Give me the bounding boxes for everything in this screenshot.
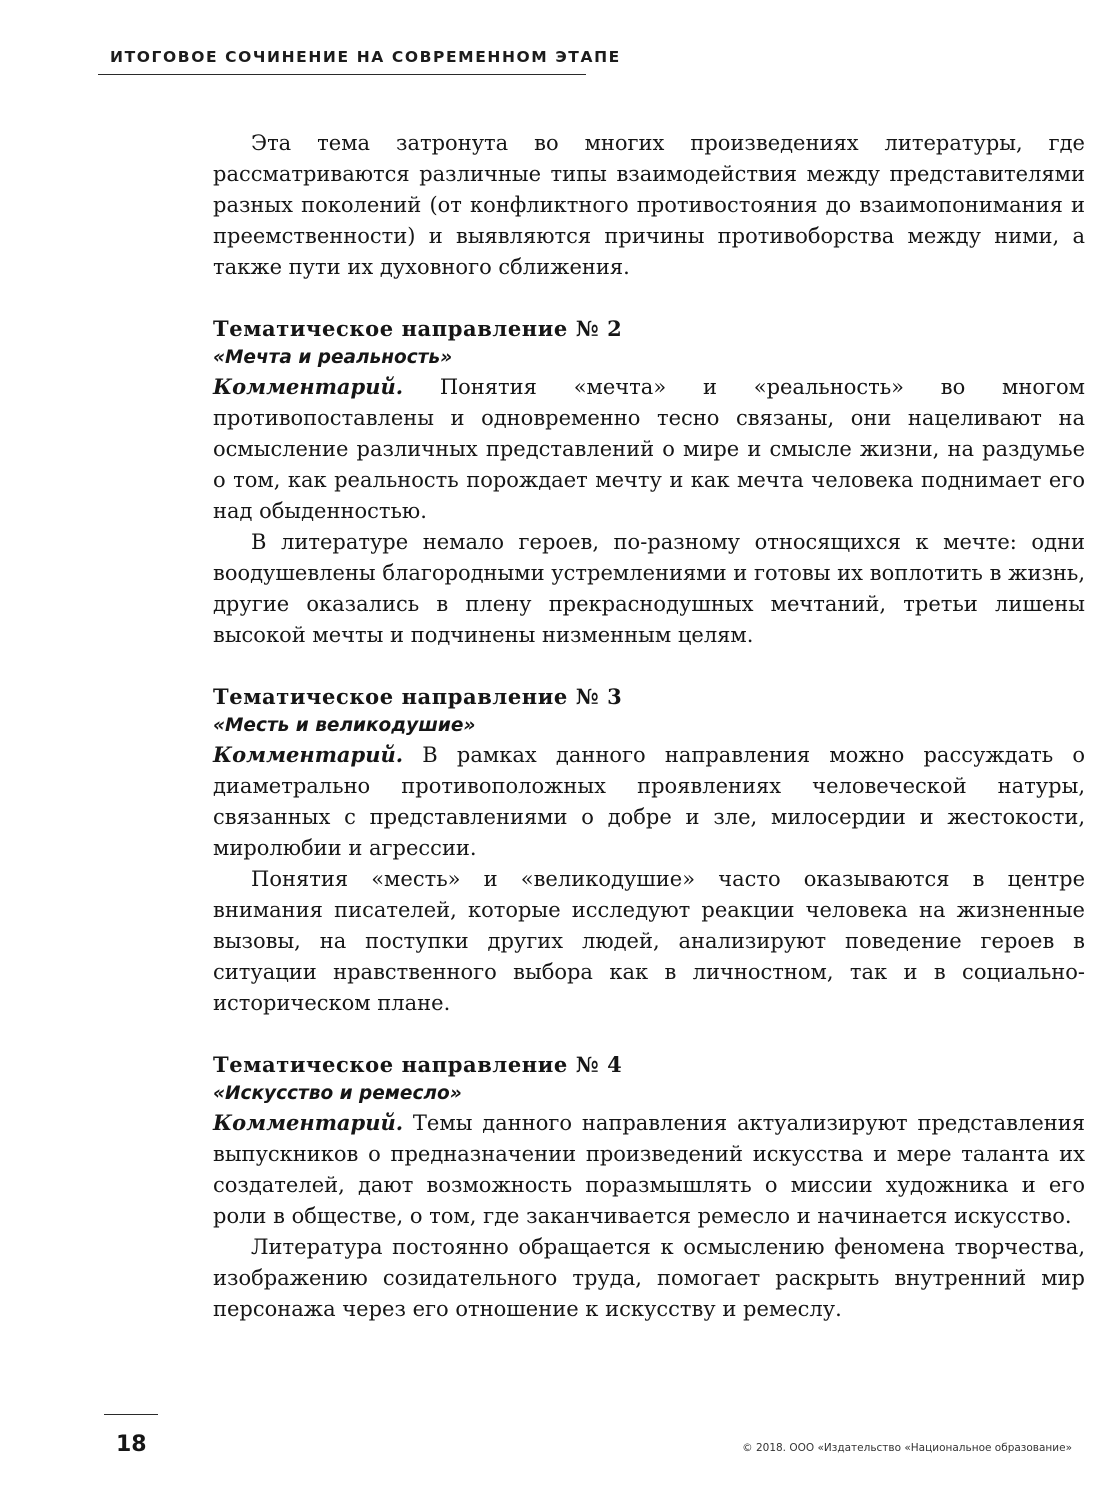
section-paragraph: Литература постоянно обращается к осмыслению феномена творчества, изображению созидательного труда, помогает раскрыть внутренний мир персонажа через его отношение к искусству и ремеслу.	[213, 1235, 1085, 1321]
comment-text: В рамках данного направления можно рассуждать о диаметрально противоположных проявлениях человеческой натуры, связанных с представлениями о добре и зле, милосердии и жестокости, миролюбии и агрессии.	[213, 743, 1085, 860]
section-comment	[213, 1107, 1085, 1232]
section-title: Тематическое направление № 4	[213, 1052, 623, 1077]
comment-text: Понятия «мечта» и «реальность» во многом противопоставлены и одновременно тесно связаны, они нацеливают на осмысление различных представлений о мире и смысле жизни, на раздумье о том, как реальность порождает мечту и как мечта человека поднимает его над обыденностью.	[213, 375, 1085, 523]
comment-label: Комментарий.	[213, 1110, 404, 1135]
page-body	[213, 128, 1085, 1325]
section-paragraph: В литературе немало героев, по-разному относящихся к мечте: одни воодушевлены благородными устремлениями и готовы их воплотить в жизнь, другие оказались в плену прекраснодушных мечтаний, третьи лишены высокой мечты и подчинены низменным целям.	[213, 530, 1085, 647]
intro-paragraph: Эта тема затронута во многих произведениях литературы, где рассматриваются различные типы взаимодействия между представителями разных поколений (от конфликтного противостояния до взаимопонимания и преемственности) и выявляются причины противоборства между ними, а также пути их духовного сближения.	[213, 131, 1085, 279]
header-divider	[98, 74, 586, 75]
section-paragraph: Понятия «месть» и «великодушие» часто оказываются в центре внимания писателей, которые исследуют реакции человека на жизненные вызовы, на поступки других людей, анализируют поведение героев в ситуации нравственного выбора как в личностном, так и в социально-историческом плане.	[213, 867, 1085, 1015]
running-head-title: ИТОГОВОЕ СОЧИНЕНИЕ НА СОВРЕМЕННОМ ЭТАПЕ	[110, 48, 621, 66]
section-direction-2	[213, 313, 1085, 651]
page-number: 18	[116, 1432, 147, 1457]
section-direction-4	[213, 1049, 1085, 1325]
section-comment	[213, 739, 1085, 864]
comment-label: Комментарий.	[213, 374, 404, 399]
section-title: Тематическое направление № 3	[213, 684, 623, 709]
section-comment	[213, 371, 1085, 527]
copyright-notice: © 2018. ООО «Издательство «Национальное образование»	[742, 1442, 1072, 1454]
section-subtitle: «Мечта и реальность»	[213, 347, 453, 368]
section-direction-3	[213, 681, 1085, 1019]
comment-label: Комментарий.	[213, 742, 404, 767]
comment-text: Темы данного направления актуализируют представления выпускников о предназначении произведений искусства и мере таланта их создателей, дают возможность поразмышлять о миссии художника и его роли в обществе, о том, где заканчивается ремесло и начинается искусство.	[213, 1111, 1085, 1228]
section-subtitle: «Месть и великодушие»	[213, 715, 476, 736]
footer-divider	[104, 1414, 158, 1415]
section-subtitle: «Искусство и ремесло»	[213, 1083, 462, 1104]
section-title: Тематическое направление № 2	[213, 316, 623, 341]
